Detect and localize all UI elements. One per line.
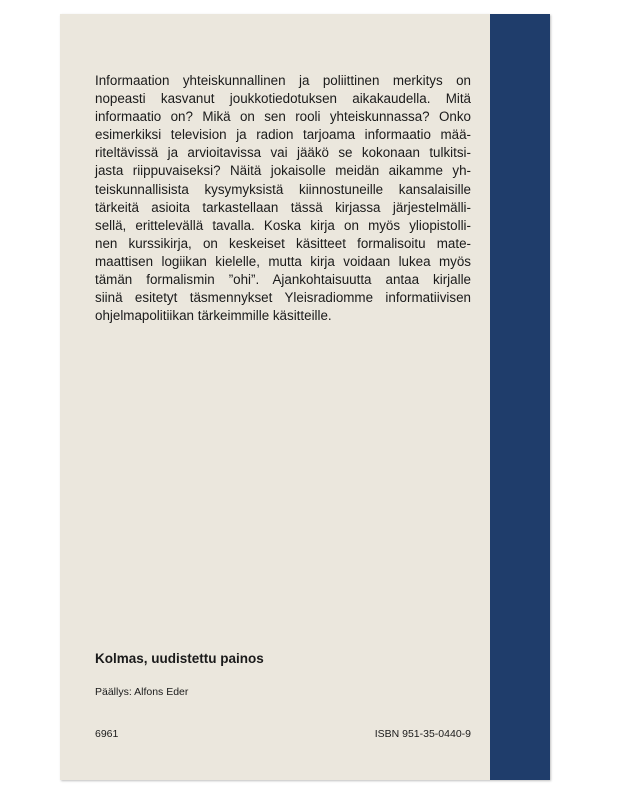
print-code: 6961 [95,728,119,740]
blurb-line: Informaation yhteiskunnallinen ja poliittinen merkitys on [95,73,471,88]
blurb-line: riteltävissä ja arvioitavissa vai jääkö se kokonaan tulkitsi- [95,145,471,161]
blurb-line: tämän formalismin ”ohi”. Ajankohtaisuutta antaa kirjalle [95,272,471,288]
blurb-line: maattisen logiikan kielelle, mutta kirja voidaan lukea myös [95,253,471,269]
blurb-line: esimerkiksi television ja radion tarjoama informaatio mää- [95,127,471,143]
blurb-line: informaatio on? Mikä on sen rooli yhteiskunnassa? Onko [95,109,471,125]
spine-stripe [490,14,550,780]
blurb-text [95,72,471,325]
blurb-line: jasta riippuvaiseksi? Näitä jokaisolle meidän aikamme yh- [95,163,471,179]
blurb-line: nen kurssikirja, on keskeiset käsitteet formalisoitu mate- [95,235,471,251]
blurb-line: siinä esitetyt täsmennykset Yleisradiomme informatiivisen [95,290,471,306]
book-back-cover [60,14,550,780]
blurb-line: ohjelmapolitiikan tärkeimmille käsitteille. [95,308,332,324]
blurb-line: teiskunnallisista kysymyksistä kiinnostuneille kansalaisille [95,181,471,197]
edition-note: Kolmas, uudistettu painos [95,651,264,666]
cover-designer-credit: Päällys: Alfons Eder [95,686,189,698]
isbn-number: ISBN 951-35-0440-9 [374,728,471,740]
blurb-line: nopeasti kasvanut joukkotiedotuksen aikakaudella. Mitä [95,91,471,107]
blurb-line: sellä, erittelevällä tavalla. Koska kirja on myös yliopistolli- [95,217,471,233]
blurb-line: tärkeitä asioita tarkastellaan tässä kirjassa järjestelmälli- [95,199,471,215]
